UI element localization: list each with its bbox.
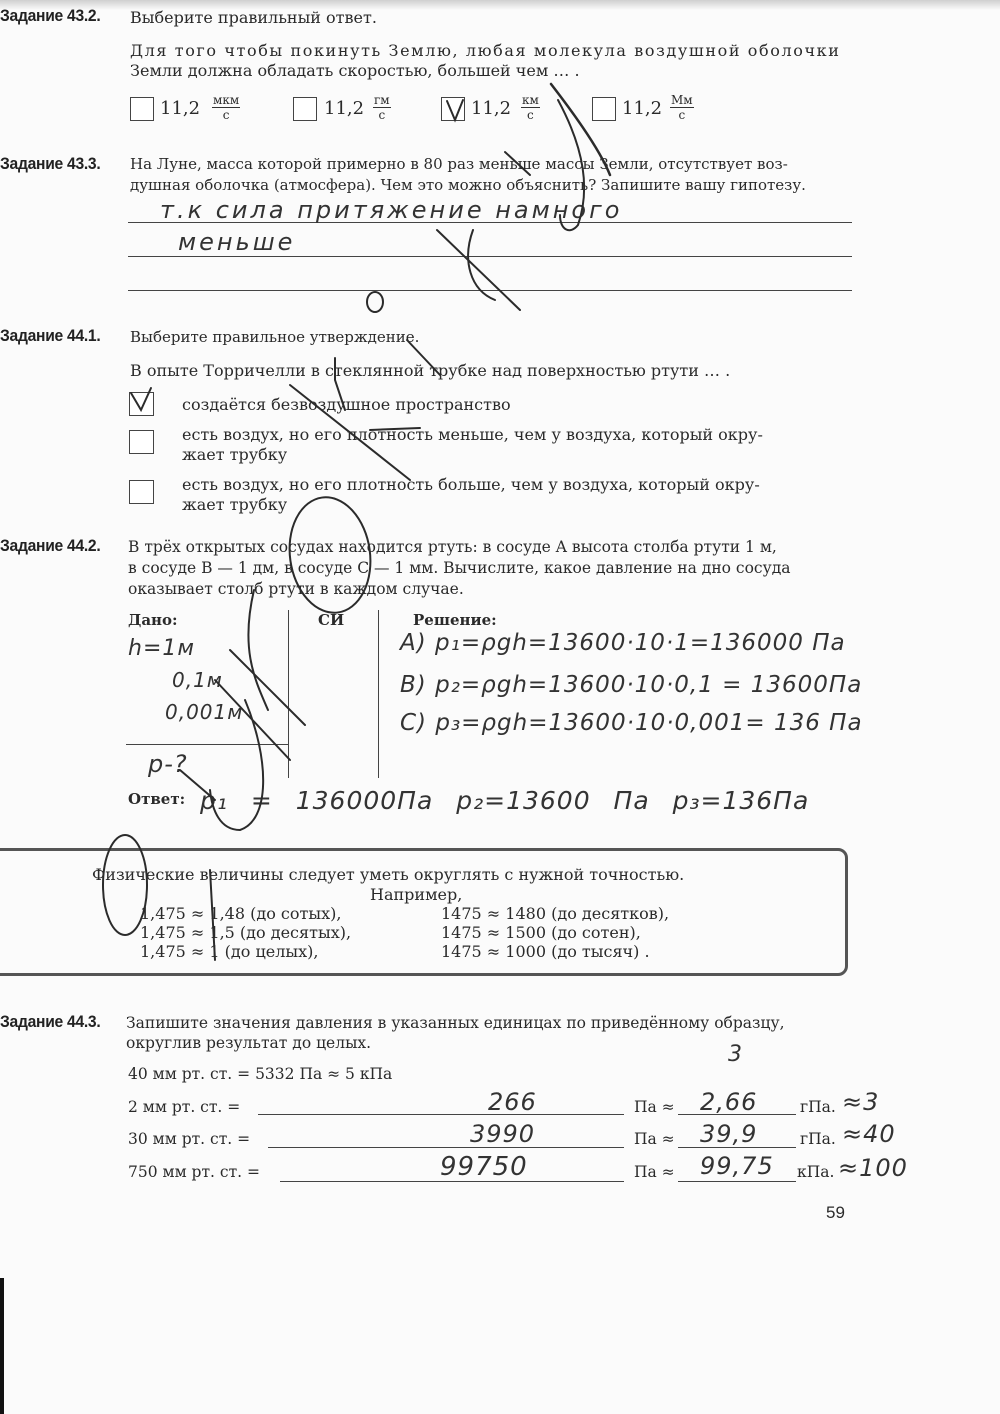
option-value: 11,2 [324, 98, 365, 119]
unit-fraction: Мм с [671, 93, 693, 122]
answer-label: Ответ: [128, 790, 186, 808]
handwritten-answer[interactable]: меньше [178, 228, 296, 256]
instruction: Выберите правильный ответ. [130, 8, 377, 27]
instruction: Выберите правильное утверждение. [130, 328, 420, 346]
option-text: есть воздух, но его плотность меньше, чем у воздуха, который окру- [182, 425, 763, 444]
grade-mark: 3 [728, 1042, 743, 1067]
question-line: На Луне, масса которой примерно в 80 раз меньше массы Земли, отсутствует воз- [130, 155, 788, 173]
question-line: округлив результат до целых. [126, 1034, 372, 1052]
option-text: создаётся безвоздушное пространство [182, 395, 511, 414]
checkbox[interactable] [293, 97, 317, 121]
note-example: 1475 ≈ 1480 (до десятков), [441, 904, 670, 923]
note-example: 1475 ≈ 1500 (до сотен), [441, 923, 641, 942]
question-line: Запишите значения давления в указанных единицах по приведённому образцу, [126, 1014, 785, 1032]
divider [378, 610, 379, 778]
task-label: Задание 43.2. [0, 6, 101, 25]
checkbox[interactable] [129, 430, 154, 454]
unit-label: гПа. [800, 1098, 836, 1116]
option-text: есть воздух, но его плотность больше, чем у воздуха, который окру- [182, 475, 760, 494]
task-label: Задание 44.3. [0, 1012, 101, 1031]
unit-label: Па ≈ [634, 1163, 675, 1181]
option-value: 11,2 [622, 98, 663, 119]
si-header: СИ [318, 611, 345, 629]
converted-value[interactable]: 39,9 [700, 1120, 758, 1148]
question-line: в сосуде B — 1 дм, в сосуде C — 1 мм. Вычислите, какое давление на дно сосуда [128, 559, 791, 577]
row-label: 2 мм рт. ст. = [128, 1098, 241, 1116]
pa-value[interactable]: 99750 [440, 1152, 528, 1182]
option-value: 11,2 [471, 98, 512, 119]
task-label: Задание 43.3. [0, 154, 101, 173]
answer-line [128, 256, 852, 257]
page-number: 59 [826, 1203, 845, 1222]
question: В опыте Торричелли в стеклянной трубке над поверхностью ртути … . [130, 361, 731, 380]
given-value[interactable]: 0,001м [165, 700, 244, 724]
answer-line [128, 290, 852, 291]
row-label: 750 мм рт. ст. = [128, 1163, 260, 1181]
fill-line [678, 1181, 796, 1182]
note-line: Например, [370, 885, 463, 904]
solution-line[interactable]: B) p₂=ρgh=13600·10·0,1 = 13600Па [400, 672, 863, 698]
divider [288, 610, 289, 778]
checkbox[interactable] [130, 97, 154, 121]
question-line: оказывает столб ртути в каждом случае. [128, 580, 464, 598]
question-line: душная оболочка (атмосфера). Чем это можно объяснить? Запишите вашу гипотезу. [130, 176, 806, 194]
unit-label: Па ≈ [634, 1098, 675, 1116]
note-example: 1,475 ≈ 1 (до целых), [140, 942, 319, 961]
rounded-value[interactable]: ≈100 [838, 1154, 908, 1182]
given-divider [126, 744, 288, 745]
question-line: Земли должна обладать скоростью, большей чем … . [130, 61, 580, 80]
option-text: жает трубку [182, 445, 288, 464]
handwritten-answer[interactable]: т.к сила притяжение намного [160, 196, 623, 224]
unit-label: Па ≈ [634, 1130, 675, 1148]
unit-fraction: гм с [374, 93, 390, 122]
option-text: жает трубку [182, 495, 288, 514]
note-example: 1,475 ≈ 1,5 (до десятых), [140, 923, 352, 942]
solution-line[interactable]: A) p₁=ρgh=13600·10·1=136000 Па [400, 630, 846, 656]
question-line: В трёх открытых сосудах находится ртуть: в сосуде A высота столба ртути 1 м, [128, 538, 777, 556]
checkbox-checked[interactable] [441, 97, 465, 121]
unit-label: кПа. [797, 1163, 835, 1181]
converted-value[interactable]: 2,66 [700, 1088, 758, 1116]
given-value[interactable]: 0,1м [172, 668, 223, 692]
answer-value[interactable]: p₁ = 136000Па p₂=13600 Па p₃=136Па [200, 786, 810, 815]
converted-value[interactable]: 99,75 [700, 1152, 774, 1180]
note-example: 1475 ≈ 1000 (до тысяч) . [441, 942, 650, 961]
example: 40 мм рт. ст. = 5332 Па ≈ 5 кПа [128, 1065, 393, 1083]
unit-fraction: км с [522, 93, 539, 122]
find-value[interactable]: p-? [148, 750, 188, 778]
solution-header: Решение: [413, 611, 497, 629]
solution-line[interactable]: C) p₃=ρgh=13600·10·0,001= 136 Па [400, 710, 863, 736]
fill-line [258, 1114, 624, 1115]
pa-value[interactable]: 266 [488, 1088, 537, 1116]
given-value[interactable]: h=1м [128, 636, 195, 661]
fill-line [268, 1147, 624, 1148]
note-example: 1,475 ≈ 1,48 (до сотых), [140, 904, 342, 923]
rounded-value[interactable]: ≈3 [842, 1088, 880, 1116]
row-label: 30 мм рт. ст. = [128, 1130, 251, 1148]
unit-fraction: мкм с [213, 93, 240, 122]
option-value: 11,2 [160, 98, 201, 119]
task-label: Задание 44.1. [0, 326, 101, 345]
rounded-value[interactable]: ≈40 [842, 1120, 896, 1148]
scan-edge-bar [0, 1278, 4, 1414]
checkbox[interactable] [592, 97, 616, 121]
checkbox[interactable] [129, 480, 154, 504]
unit-label: гПа. [800, 1130, 836, 1148]
checkbox-checked[interactable] [129, 392, 154, 416]
question-line: Для того чтобы покинуть Землю, любая молекула воздушной оболочки [130, 41, 841, 60]
given-header: Дано: [128, 611, 178, 629]
note-line: Физические величины следует уметь округлять с нужной точностью. [92, 865, 685, 884]
task-label: Задание 44.2. [0, 536, 101, 555]
pa-value[interactable]: 3990 [470, 1120, 536, 1148]
